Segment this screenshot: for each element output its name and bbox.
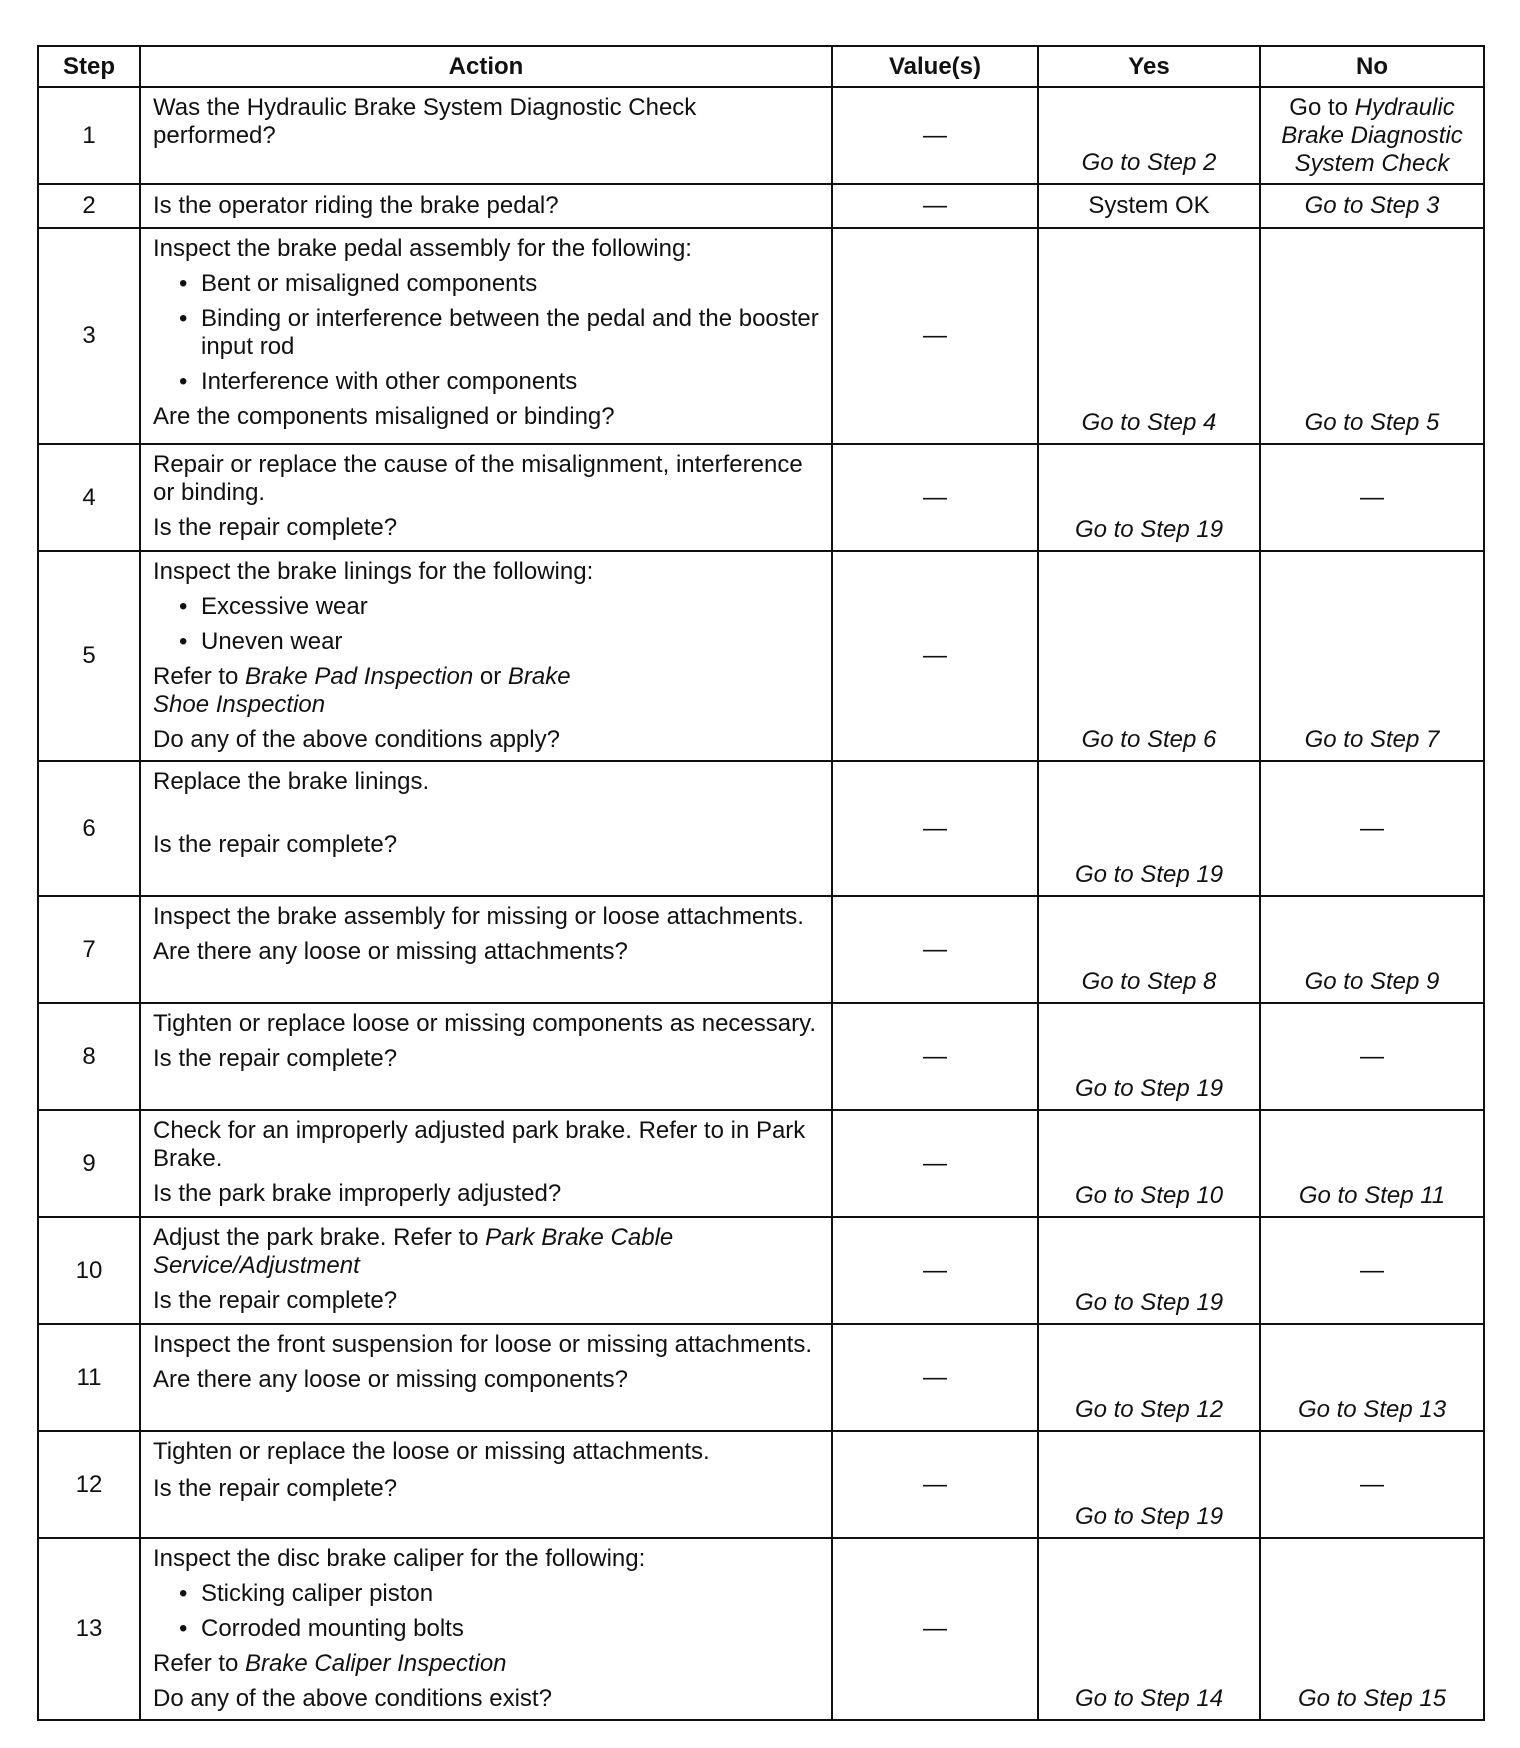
action-cell (140, 551, 832, 761)
action-prefix: Adjust the park brake. Refer to (153, 1224, 486, 1251)
action-cell (140, 896, 832, 1003)
header-no: No (1260, 46, 1484, 87)
header-action: Action (140, 46, 832, 87)
action-cell (140, 1538, 832, 1720)
no-cell: — (1260, 1003, 1484, 1110)
table-row (38, 87, 1484, 184)
action-cell (140, 228, 832, 444)
diagnostic-table (37, 45, 1485, 1721)
reference-link: Brake Pad Inspection (245, 663, 474, 690)
bullet-item: • Excessive wear (153, 593, 819, 621)
table-row (38, 1217, 1484, 1324)
table-row (38, 1324, 1484, 1431)
action-text: Check for an improperly adjusted park brake. Refer to in Park Brake. (153, 1117, 806, 1172)
value-cell: — (832, 444, 1038, 551)
step-number: 4 (38, 444, 140, 551)
no-cell: Go to Step 15 (1260, 1538, 1484, 1720)
action-question: Are the components misaligned or binding? (153, 403, 615, 430)
action-question: Are there any loose or missing attachments? (153, 938, 628, 965)
step-number: 11 (38, 1324, 140, 1431)
table-row (38, 444, 1484, 551)
action-cell (140, 1217, 832, 1324)
step-number: 8 (38, 1003, 140, 1110)
bullet-item: • Binding or interference between the pedal and the booster input rod (153, 305, 819, 361)
step-number: 2 (38, 184, 140, 228)
action-intro: Inspect the brake linings for the following: (153, 558, 594, 585)
action-question: Is the repair complete? (153, 831, 398, 858)
action-cell (140, 184, 832, 228)
no-cell: Go to Step 5 (1260, 228, 1484, 444)
yes-cell: Go to Step 14 (1038, 1538, 1260, 1720)
table-row (38, 1110, 1484, 1217)
bullet-item: • Uneven wear (153, 628, 819, 656)
no-cell: Go to Step 11 (1260, 1110, 1484, 1217)
table-row (38, 1003, 1484, 1110)
step-number: 5 (38, 551, 140, 761)
value-cell: — (832, 1217, 1038, 1324)
no-prefix: Go to (1289, 93, 1355, 121)
action-question: Is the park brake improperly adjusted? (153, 1180, 562, 1207)
yes-cell: Go to Step 2 (1038, 87, 1260, 184)
yes-cell: Go to Step 10 (1038, 1110, 1260, 1217)
action-cell (140, 1110, 832, 1217)
no-cell: — (1260, 1431, 1484, 1538)
table-row (38, 551, 1484, 761)
no-cell: Go to Step 3 (1260, 184, 1484, 228)
value-cell: — (832, 896, 1038, 1003)
header-yes: Yes (1038, 46, 1260, 87)
step-number: 10 (38, 1217, 140, 1324)
action-cell (140, 1431, 832, 1538)
step-number: 3 (38, 228, 140, 444)
action-question: Is the repair complete? (153, 514, 398, 541)
value-cell: — (832, 1431, 1038, 1538)
action-intro: Inspect the brake pedal assembly for the following: (153, 235, 692, 262)
yes-cell: Go to Step 19 (1038, 761, 1260, 896)
action-cell (140, 87, 832, 184)
value-cell: — (832, 184, 1038, 228)
no-cell: — (1260, 444, 1484, 551)
action-question: Is the repair complete? (153, 1287, 398, 1314)
table-row (38, 1538, 1484, 1720)
table-row (38, 761, 1484, 896)
value-cell: — (832, 551, 1038, 761)
header-values: Value(s) (832, 46, 1038, 87)
no-cell: Go to Step 13 (1260, 1324, 1484, 1431)
action-text: Tighten or replace loose or missing components as necessary. (153, 1010, 816, 1037)
action-text: Repair or replace the cause of the misalignment, interference or binding. (153, 451, 803, 506)
no-cell: — (1260, 1217, 1484, 1324)
action-text: Replace the brake linings. (153, 768, 430, 795)
reference-prefix: Refer to (153, 1650, 246, 1677)
table-row (38, 184, 1484, 228)
step-number: 7 (38, 896, 140, 1003)
yes-cell: Go to Step 19 (1038, 1431, 1260, 1538)
header-row (38, 46, 1484, 87)
step-number: 13 (38, 1538, 140, 1720)
table-row (38, 1431, 1484, 1538)
table-row (38, 228, 1484, 444)
yes-cell: Go to Step 6 (1038, 551, 1260, 761)
bullet-item: • Sticking caliper piston (153, 1580, 819, 1608)
no-link: Hydraulic Brake Diagnostic System Check (1281, 93, 1463, 177)
action-question: Do any of the above conditions exist? (153, 1685, 552, 1712)
no-cell: Go to Step 7 (1260, 551, 1484, 761)
table-row (38, 896, 1484, 1003)
action-reference (153, 1650, 819, 1678)
yes-cell: Go to Step 4 (1038, 228, 1260, 444)
action-question: Do any of the above conditions apply? (153, 726, 560, 753)
value-cell: — (832, 761, 1038, 896)
action-cell (140, 761, 832, 896)
value-cell: — (832, 1003, 1038, 1110)
action-question: Are there any loose or missing components? (153, 1366, 628, 1393)
step-number: 1 (38, 87, 140, 184)
value-cell: — (832, 87, 1038, 184)
step-number: 6 (38, 761, 140, 896)
reference-mid: or (473, 663, 508, 690)
value-cell: — (832, 228, 1038, 444)
yes-cell: Go to Step 19 (1038, 444, 1260, 551)
action-cell (140, 1003, 832, 1110)
no-cell (1260, 87, 1484, 184)
reference-link: Park Brake Cable Service/Adjustment (153, 1224, 674, 1279)
yes-cell: Go to Step 19 (1038, 1217, 1260, 1324)
action-text: Was the Hydraulic Brake System Diagnostic Check performed? (153, 94, 697, 149)
value-cell: — (832, 1110, 1038, 1217)
yes-cell: System OK (1038, 184, 1260, 228)
step-number: 12 (38, 1431, 140, 1538)
value-cell: — (832, 1324, 1038, 1431)
action-question: Is the repair complete? (153, 1045, 398, 1072)
yes-cell: Go to Step 19 (1038, 1003, 1260, 1110)
action-text: Is the operator riding the brake pedal? (153, 192, 559, 219)
action-cell (140, 1324, 832, 1431)
reference-link: Brake Caliper Inspection (245, 1650, 507, 1677)
action-text (153, 1224, 733, 1280)
action-cell (140, 444, 832, 551)
reference-link: Brake Shoe Inspection (153, 663, 571, 718)
yes-cell: Go to Step 12 (1038, 1324, 1260, 1431)
no-cell: Go to Step 9 (1260, 896, 1484, 1003)
header-step: Step (38, 46, 140, 87)
action-reference (153, 663, 613, 719)
no-cell: — (1260, 761, 1484, 896)
bullet-item: • Interference with other components (153, 368, 819, 396)
action-question: Is the repair complete? (153, 1475, 398, 1502)
action-intro: Inspect the disc brake caliper for the following: (153, 1545, 646, 1572)
action-text: Tighten or replace the loose or missing attachments. (153, 1438, 710, 1465)
step-number: 9 (38, 1110, 140, 1217)
bullet-item: • Corroded mounting bolts (153, 1615, 819, 1643)
bullet-item: • Bent or misaligned components (153, 270, 819, 298)
value-cell: — (832, 1538, 1038, 1720)
action-text: Inspect the brake assembly for missing or loose attachments. (153, 903, 804, 930)
action-text: Inspect the front suspension for loose or missing attachments. (153, 1331, 813, 1358)
reference-prefix: Refer to (153, 663, 246, 690)
yes-cell: Go to Step 8 (1038, 896, 1260, 1003)
